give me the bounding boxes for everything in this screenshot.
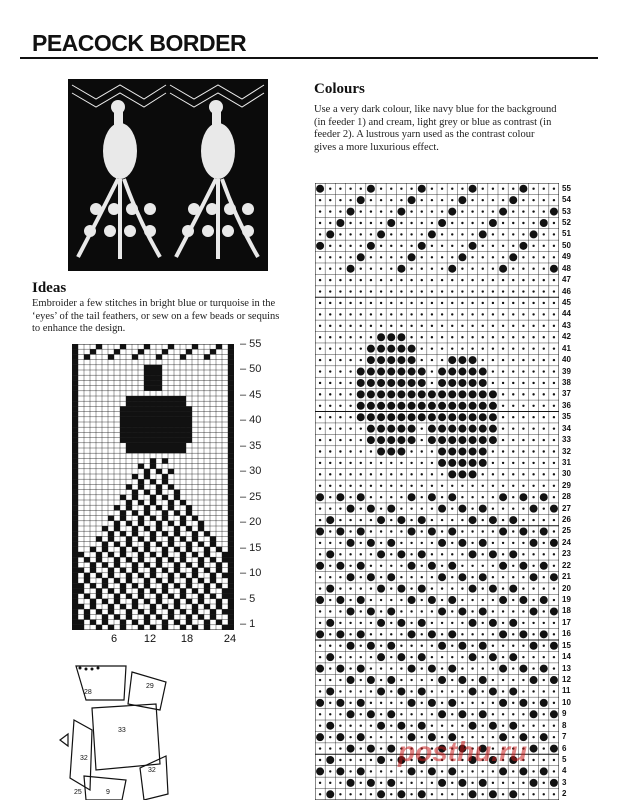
big-chart-row-label: 11	[562, 686, 571, 696]
page-title: PEACOCK BORDER	[32, 30, 247, 56]
diagram-label: 9	[106, 789, 110, 796]
big-chart-row-label: 15	[562, 640, 571, 650]
diagram-label: 28	[84, 689, 92, 696]
small-knitting-chart	[72, 344, 234, 630]
small-chart-col-label: 12	[143, 633, 157, 645]
small-chart-row-label: – 55	[240, 338, 262, 350]
small-chart-row-scale	[238, 338, 274, 630]
big-chart-row-label: 2	[562, 789, 567, 799]
ideas-line: to enhance the design.	[32, 323, 126, 334]
small-chart-row-label: – 35	[240, 439, 262, 452]
big-chart-row-label: 55	[562, 183, 571, 193]
big-chart-row-label: 24	[562, 537, 571, 547]
big-chart-row-label: 47	[562, 275, 571, 285]
big-chart-row-label: 16	[562, 629, 571, 639]
big-chart-row-label: 3	[562, 777, 567, 787]
diagram-label: 32	[80, 755, 88, 762]
big-chart-row-label: 48	[562, 263, 571, 273]
big-chart-row-label: 49	[562, 252, 571, 262]
big-chart-row-label: 53	[562, 206, 571, 216]
big-chart-row-label: 13	[562, 663, 571, 673]
big-chart-row-label: 54	[562, 195, 571, 205]
big-chart-row-label: 14	[562, 652, 571, 662]
big-chart-row-label: 7	[562, 732, 567, 742]
dotted-knitting-chart	[315, 183, 559, 800]
big-chart-row-label: 40	[562, 355, 571, 365]
big-chart-row-label: 9	[562, 709, 567, 719]
big-chart-row-label: 37	[562, 389, 571, 399]
big-chart-row-label: 8	[562, 720, 567, 730]
big-chart-row-label: 27	[562, 503, 571, 513]
big-chart-row-label: 43	[562, 320, 571, 330]
big-chart-row-label: 17	[562, 617, 571, 627]
big-chart-row-label: 38	[562, 377, 571, 387]
ideas-heading: Ideas	[32, 280, 67, 296]
big-chart-row-label: 50	[562, 240, 571, 250]
small-chart-col-label: 24	[223, 633, 237, 645]
big-chart-row-label: 4	[562, 766, 567, 776]
small-chart-row-label: – 30	[240, 465, 262, 478]
big-chart-row-label: 36	[562, 400, 571, 410]
ideas-line: ‘eyes’ of the tail feathers, or sew on a few beads or sequins	[32, 310, 280, 322]
diagram-label: 33	[118, 727, 126, 734]
big-chart-row-label: 29	[562, 480, 571, 490]
big-chart-row-label: 23	[562, 549, 571, 559]
small-chart-row-label: – 1	[240, 618, 256, 630]
big-chart-row-label: 39	[562, 366, 571, 376]
big-chart-row-label: 42	[562, 332, 571, 342]
small-chart-col-label: 18	[180, 633, 194, 645]
big-chart-row-label: 35	[562, 412, 571, 422]
big-chart-row-label: 18	[562, 606, 571, 616]
colours-line: Use a very dark colour, like navy blue for the background	[314, 104, 557, 115]
big-chart-row-label: 33	[562, 435, 571, 445]
small-chart-row-label: – 5	[240, 592, 256, 605]
big-chart-row-label: 34	[562, 423, 571, 433]
big-chart-row-label: 22	[562, 560, 571, 570]
colours-text	[314, 104, 604, 154]
big-chart-row-label: 30	[562, 469, 571, 479]
small-chart-row-label: – 40	[240, 414, 262, 427]
small-chart-row-label: – 20	[240, 516, 262, 529]
colours-line: (in feeder 1) and cream, light grey or blue as contrast (in	[314, 116, 552, 128]
small-chart-row-label: – 25	[240, 490, 262, 503]
big-chart-row-label: 52	[562, 217, 571, 227]
big-chart-row-label: 26	[562, 515, 571, 525]
big-chart-row-label: 21	[562, 572, 571, 582]
garment-assembly-diagram	[56, 660, 181, 800]
small-chart-row-label: – 15	[240, 541, 262, 554]
big-chart-row-label: 25	[562, 526, 571, 536]
ideas-text	[32, 298, 302, 336]
big-chart-row-label: 46	[562, 286, 571, 296]
colours-line: feeder 2). A lustrous yarn used as the contrast colour	[314, 129, 535, 140]
diagram-label: 25	[74, 789, 82, 796]
big-chart-row-label: 12	[562, 675, 571, 685]
ideas-line: Embroider a few stitches in bright blue or turquoise in the	[32, 298, 276, 309]
big-chart-row-label: 6	[562, 743, 567, 753]
small-chart-row-label: – 45	[240, 388, 262, 401]
big-chart-row-label: 5	[562, 755, 567, 764]
big-chart-row-label: 41	[562, 343, 571, 353]
big-chart-row-label: 20	[562, 583, 571, 593]
big-chart-row-label: 28	[562, 492, 571, 502]
big-chart-row-label: 32	[562, 446, 571, 456]
watermark: posthu.ru	[398, 736, 528, 767]
title-rule	[20, 57, 598, 59]
diagram-label: 29	[146, 683, 154, 690]
small-chart-row-label: – 10	[240, 567, 262, 580]
big-chart-row-label: 31	[562, 457, 571, 467]
big-chart-row-label: 10	[562, 697, 571, 707]
knitted-sample-photo	[68, 79, 268, 271]
colours-line: gives a more luxurious effect.	[314, 141, 439, 153]
big-chart-row-label: 45	[562, 297, 571, 307]
colours-heading: Colours	[314, 81, 365, 97]
diagram-label: 32	[148, 767, 156, 774]
small-chart-col-label: 6	[110, 633, 118, 645]
big-chart-row-label: 51	[562, 229, 571, 239]
big-chart-row-label: 19	[562, 595, 571, 605]
small-chart-row-label: – 50	[240, 363, 262, 376]
big-chart-row-label: 44	[562, 309, 571, 319]
